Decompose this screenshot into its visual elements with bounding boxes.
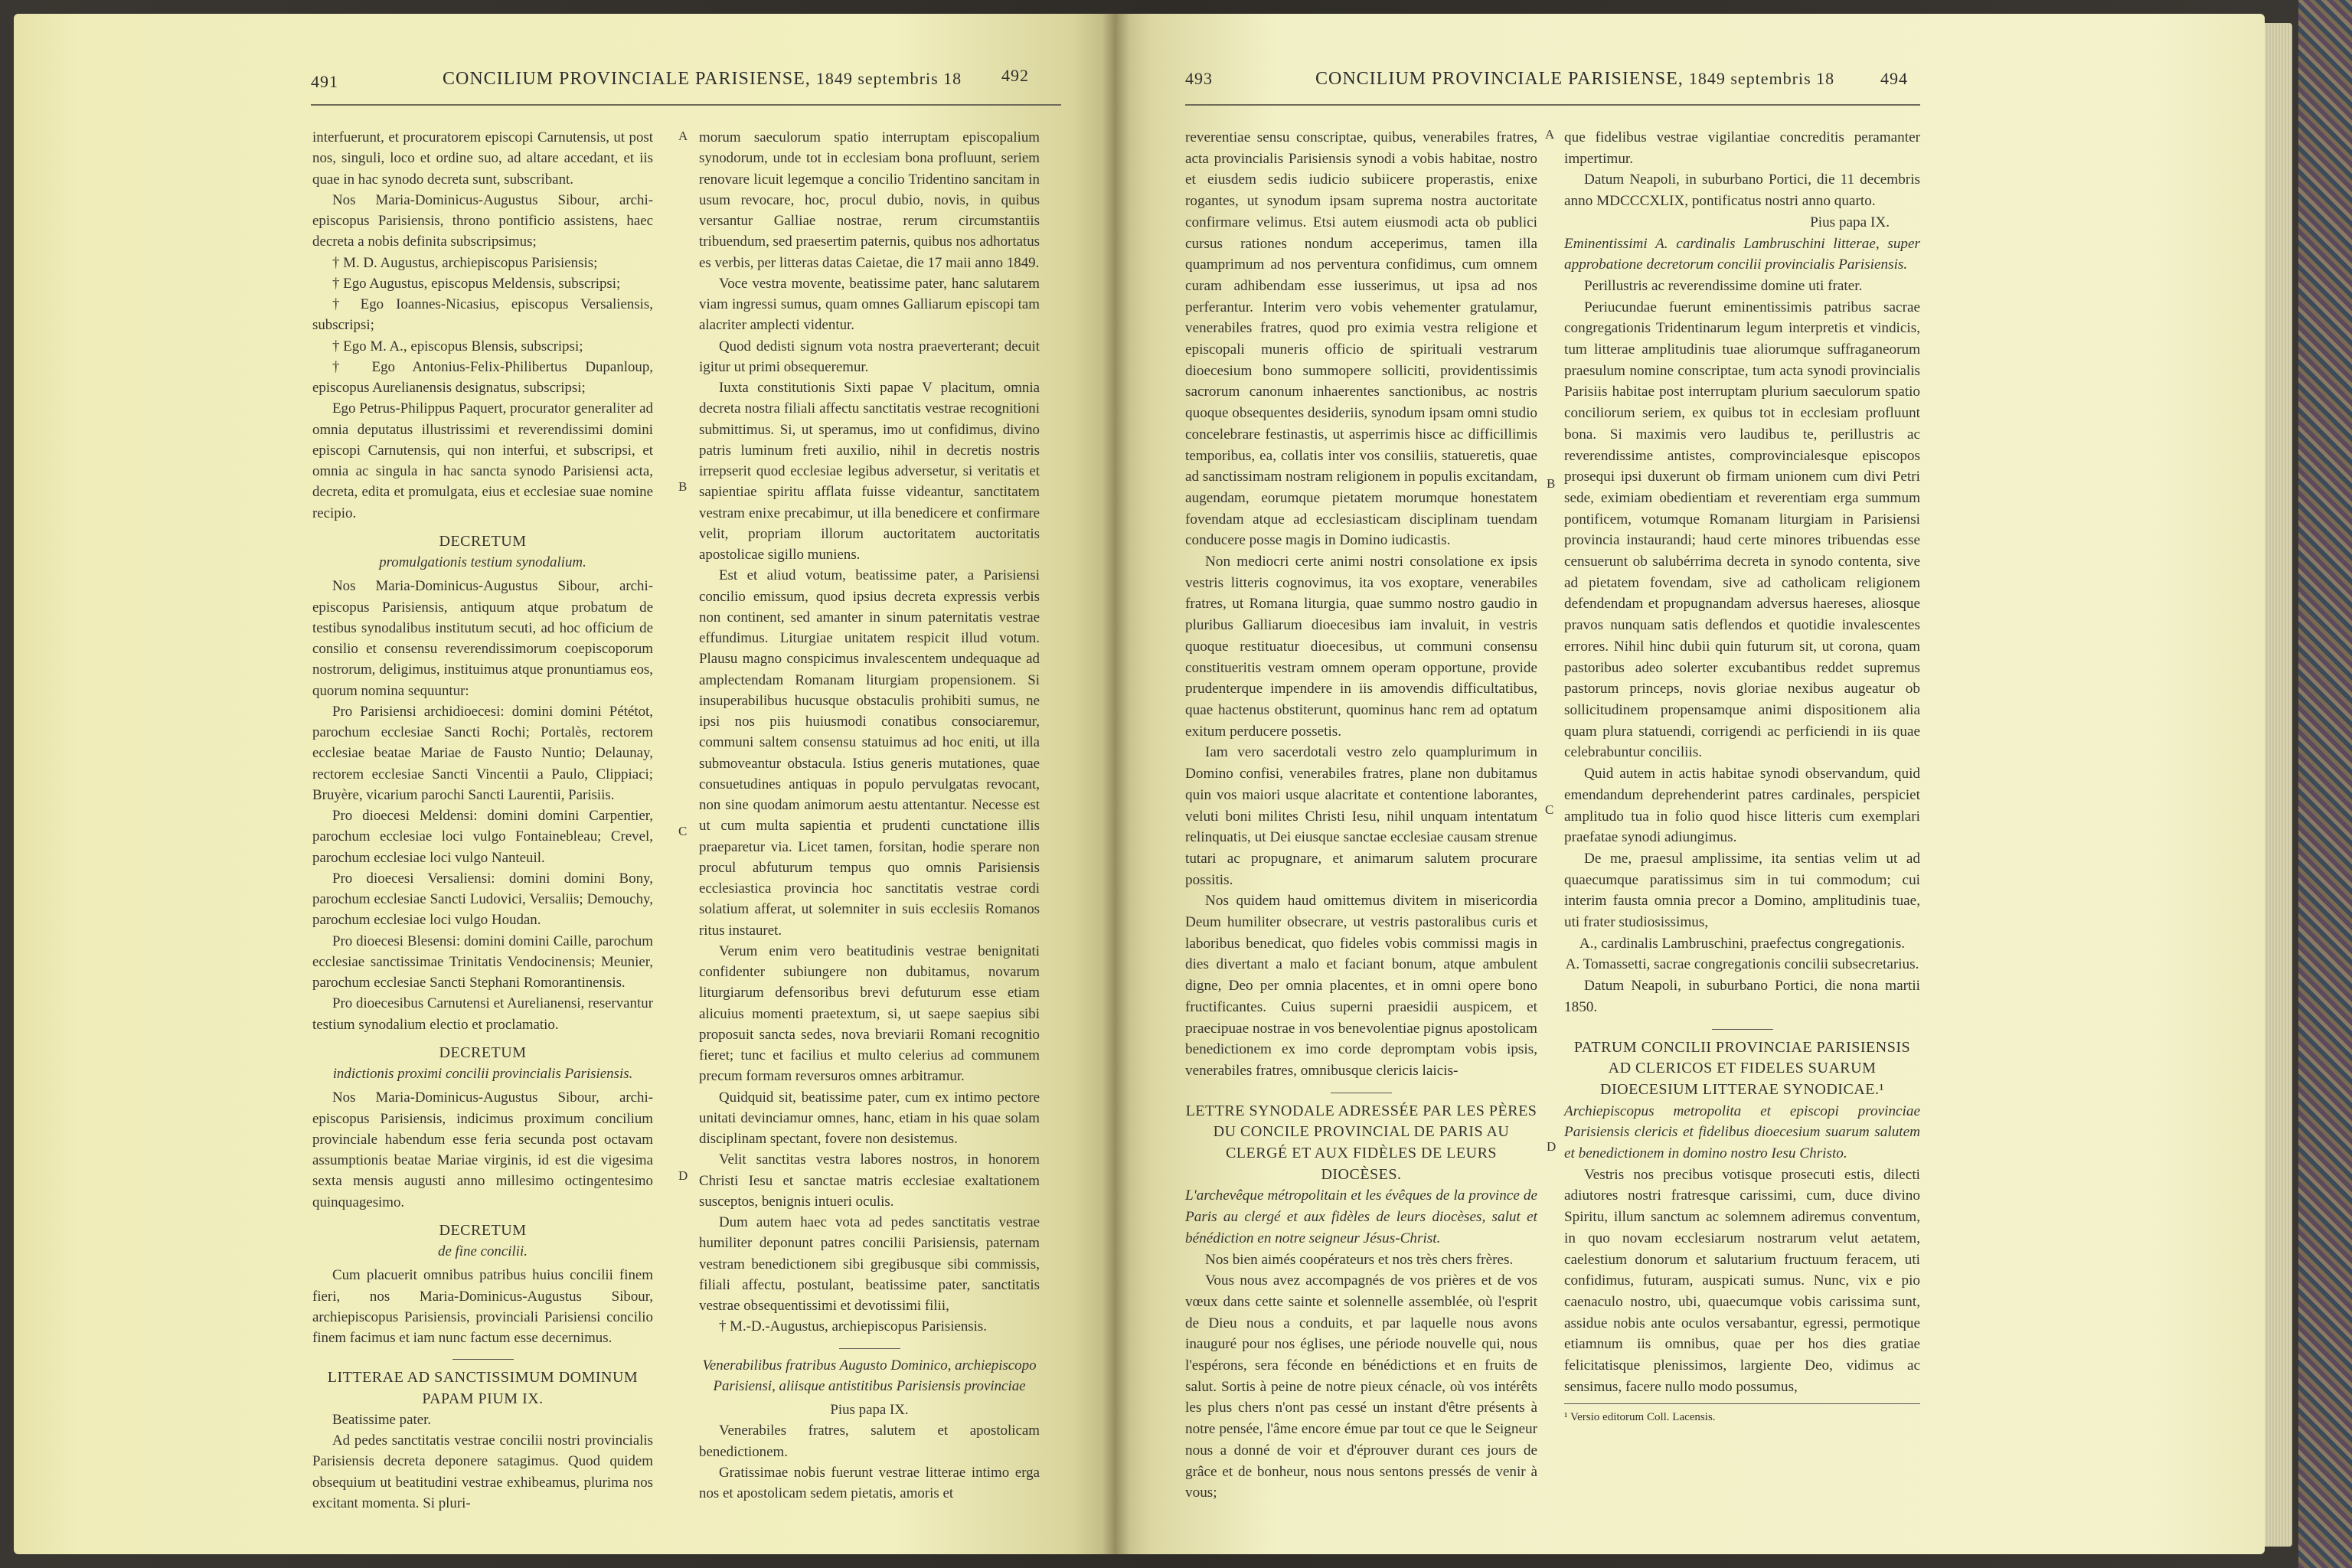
margin-mark-b: B: [1547, 476, 1556, 491]
paragraph: Quid autem in actis habitae synodi observandum, quid emendandum deprehenderint patres cardinales, perspiciet amplitudo tua in folio quod hisce litteris cum exemplari praefatae synodi adiungimus.: [1564, 766, 1920, 846]
margin-mark-d: D: [1547, 1139, 1557, 1154]
paragraph: Perillustris ac reverendissime domine uti frater.: [1584, 277, 1863, 294]
paragraph: Datum Neapoli, in suburbano Portici, die 11 decembris anno MDCCCXLIX, pontificatus nostri anno quarto.: [1564, 172, 1920, 210]
footnote: ¹ Versio editorum Coll. Lacensis.: [1564, 1403, 1920, 1429]
margin-mark-b: B: [678, 479, 688, 494]
left-column-1: [312, 127, 653, 1514]
signature: Pius papa IX.: [1810, 214, 1890, 230]
page-number-492: 492: [1001, 66, 1029, 85]
header-rule: [311, 104, 1061, 106]
right-column-2: [1564, 127, 1920, 1429]
paragraph: Cum placuerit omnibus patribus huius concilii finem fieri, nos Maria-Dominicus-Augustus Sibour, archiepiscopus Parisiensis, provinciali Parisiensi concilio finem facimus et iam nunc factum esse decernimus.: [312, 1267, 653, 1346]
page-edges: [2265, 23, 2292, 1547]
paragraph: Nos quidem haud omittemus divitem in misericordia Deum humiliter obsecrare, ut vestris pastoralibus curis et laboribus benedicat, quo fideles vobis commissi magis in dies divertant a malo et faciant bonum, atque ambulent digne, Deo per omnia placentes, et in omni opere bono fructificantes. Cuius superni praesidii auspicem, et praecipuae nostrae in vos benevolentiae pignus apostolicam benedictionem ex imo corde depromptam vobis ipsis, venerabiles fratres, omnibusque clericis laicis-: [1185, 893, 1537, 1079]
paragraph: Vous nous avez accompagnés de vos prières et de vos vœux dans cette sainte et solennelle assemblée, où l'esprit de Dieu nous a conduits, et par laquelle nous avons inauguré pour nos églises, une période nouvelle qui, nous l'espérons, sera féconde en bénédictions et en fruits de salut. Sortis à peine de notre pieux cénacle, où vos intérêts les plus chers n'ont pas cessé un instant d'être présents à notre pensée, l'âme encore émue par tout ce que le Seigneur nous a donné de voir et d'éprouver durant ces jours de grâce et de bonheur, nous nous sentons pressés de venir à vous;: [1185, 1272, 1537, 1501]
paragraph: Ego Petrus-Philippus Paquert, procurator generaliter ad omnia deputatus illustrissimi et reverendissimi domini episcopi Carnutensis, qui non interfui, et subscripsi, et omnia ac singula in hac sancta synodo Parisiensi acta, decreta, edita et promulgata, eius et ecclesiae suae nomine recipio.: [312, 400, 653, 521]
paragraph: † Ego Ioannes-Nicasius, episcopus Versaliensis, subscripsi;: [312, 296, 653, 334]
paragraph: Periucundae fuerunt eminentissimis patribus sacrae congregationis Tridentinarum legum interpretis et vindicis, tum litterae amplitudinis tuae aliorumque suffraganeorum praesulum nomine conscriptae, tum acta synodi provincialis Parisiis habitae post interruptam plurium saeculorum spatio conciliorum seriem, ex quibus tot in ecclesiam profluunt bona. Si maximis vero laudibus te, perillustris ac reverendissime antistes, comprovincialesque episcopos prosequi ipsi duxerunt ob firmam unionem cum divi Petri sede, eximiam obedientiam et reverentiam erga summum pontificem, votumque Romanam liturgiam in Parisiensi provincia instaurandi; haud certe minores tribuendas esse censuerunt ob salubérrima decreta in synodo contenta, sive ad pietatem fovendam, sive ad catholicam religionem defendendam et propugnandam adversus haereses, aliosque pravos nunquam satis deflendos et quotidie invalescentes errores. Nihil hinc dubii quin futurum sit, ut corona, quam pastoribus adeo solerter excubantibus reddet supremus pastorum princeps, novis gloriae nexibus augeatur ob sollicitudinem propensamque animi dispositionem alia quam plura statuendi, corrigendi ac perficiendi in iis quae celebrabuntur conciliis.: [1564, 299, 1920, 761]
margin-mark-c: C: [1545, 802, 1554, 817]
paragraph: Nos bien aimés coopérateurs et nos très chers frères.: [1205, 1251, 1514, 1268]
paragraph: † Ego M. A., episcopus Blensis, subscripsi;: [332, 338, 583, 354]
paragraph: Pro dioecesi Blesensi: domini domini Caille, parochum ecclesiae sanctissimae Trinitatis Vendocinensis; Meunier, parochum ecclesiae Sancti Stephani Romorantinensis.: [312, 933, 653, 991]
italic-address: L'archevêque métropolitain et les évêques de la province de Paris au clergé et aux fidèles de leurs diocèses, salut et bénédiction en notre seigneur Jésus-Christ.: [1185, 1187, 1537, 1246]
paragraph: † Ego Augustus, episcopus Meldensis, subscripsi;: [332, 275, 621, 292]
section-title: DECRETUM: [439, 1221, 527, 1239]
paragraph: Pro dioecesi Meldensi: domini domini Carpentier, parochum ecclesiae loci vulgo Fontainebleau; Crevel, parochum ecclesiae loci vulgo Nanteuil.: [312, 808, 653, 866]
paragraph: Non mediocri certe animi nostri consolatione ex ipsis vestris litteris cognovimus, ita vos exoptare, venerabiles fratres, ut Romana liturgia, quae summo nostro gaudio in pluribus Galliarum dioecesibus iam invaluit, in vestris quoque restituatur dioecesibus, ut communi consensu constitueritis vestram omnem operam opportune, provide prudenterque impendere in iis amovendis difficultatibus, quae hactenus obstiterunt, quominus hanc rem ad optatum exitum perducere possetis.: [1185, 554, 1537, 740]
paragraph: Est et aliud votum, beatissime pater, a Parisiensi concilio emissum, quod ipsius decreta expressis verbis non continent, sed amanter in sinum paternitatis vestrae effundimus. Liturgiae unitatem respicit illud votum. Plausu magno conspicimus invalescentem undequaque ad amplectendam Romanam liturgiam propensionem. Si insuperabilibus hucusque obstaculis prohibiti sumus, ne ipsi nos piis huiusmodi conatibus consociaremur, communi saltem consensu statuimus ad hoc eniti, ut illa submoveantur obstacula. Istius generis mutationes, quae consuetudines antiquas in populo pervulgatas revocant, non sine quodam animorum aestu attentantur. Necesse est ut cum multa sapientia et prudenti cunctatione illis praeparetur via. Licet tamen, forsitan, hodie sperare non procul abfuturum tempus quo omnis Parisiensis ecclesiastica provincia hoc sanctitatis vestrae cordi solatium afferat, ut solemniter in suis ecclesiis Romanos ritus instauret.: [699, 567, 1040, 939]
paragraph: Vestris nos precibus votisque prosecuti estis, dilecti adiutores nostri fratresque carissimi, cum, duce divino Spiritu, illum sanctum ac solemnem adiremus conventum, in quo novam ecclesiarum nostrarum velut aetatem, caelestium donorum et salutarium fructuum feracem, uti confidimus, futuram, auspicati sumus. Nunc, vix e pio caenaculo nostro, ubi, quaecumque vobis carissima sunt, assidue nobis ante oculos versabantur, egressi, permotique etiamnum iis omnibus, quae per hos dies gratiae felicitatisque plenissimos, largiente Deo, vidimus ac sensimus, facere nullo modo possumus,: [1564, 1166, 1920, 1395]
paragraph: Iuxta constitutionis Sixti papae V placitum, omnia decreta nostra filiali affectu sanctitatis vestrae recognitioni submittimus. Si, ut speramus, imo ut confidimus, divino patris luminum freti auxilio, nihil in decretis nostris irrepserit quod ecclesiae legibus adversetur, si veritatis et sapientiae spiritu afflata fuisse videantur, sanctitatem vestram enixe precabimur, ut illa benedicere et confirmare velit, propriam illorum auctoritatem auctoritatis apostolicae sigillo muniens.: [699, 380, 1040, 563]
margin-mark-d: D: [678, 1168, 688, 1183]
italic-address: Eminentissimi A. cardinalis Lambruschini litterae, super approbatione decretorum concilii provincialis Parisiensis.: [1564, 235, 1920, 273]
paragraph: Nos Maria-Dominicus-Augustus Sibour, archi-episcopus Parisiensis, antiquum atque probatum de testibus synodalibus institutum secuti, ad hoc officium de consilio et consensu reverendissimorum coepiscoporum nostrorum, deligimus, instituimus atque pronuntiamus eos, quorum nomina sequuntur:: [312, 578, 653, 699]
section-subtitle: Venerabilibus fratribus Augusto Dominico, archiepiscopo Parisiensi, aliisque antistitibus Parisiensis provinciae: [702, 1357, 1037, 1394]
paragraph: Velit sanctitas vestra labores nostros, in honorem Christi Iesu et sanctae matris ecclesiae exaltationem susceptos, benignis intueri oculis.: [699, 1152, 1040, 1210]
running-title: CONCILIUM PROVINCIALE PARISIENSE, 1849 septembris 18: [1315, 69, 1835, 89]
paragraph: Voce vestra movente, beatissime pater, hanc salutarem viam ingressi sumus, quam omnes Galliarum episcopi tam alacriter amplecti videntur.: [699, 275, 1040, 334]
paragraph: Nos Maria-Dominicus-Augustus Sibour, archi-episcopus Parisiensis, indicimus proximum concilium provinciale habendum esse feria secunda post octavam assumptionis beatae Mariae virginis, id est die vigesima sexta mensis augusti anno millesimo octingentesimo quinquagesimo.: [312, 1089, 653, 1210]
paragraph: † M.-D.-Augustus, archiepiscopus Parisiensis.: [719, 1318, 987, 1335]
section-subtitle: de fine concilii.: [438, 1243, 528, 1259]
section-separator: [1712, 1029, 1773, 1030]
paragraph: reverentiae sensu conscriptae, quibus, venerabiles fratres, acta provincialis Parisiensis synodi a vobis habitae, nostro et eiusdem sedis iudicio subiicere properastis, enixe rogantes, ut synodum ipsam suprema nostra auctoritate confirmare velimus. Etsi autem eiusmodi acta ob publici cursus rationes nondum acceperimus, tamen illa quamprimum ad nos perventura confidimus, cum omnem curam adhibendam esse iusserimus, ut ipsa ad nos perferantur. Interim vero vobis vehementer gratulamur, venerabiles fratres, quod pro eximia vestra religione et episcopali muneris officio de spirituali vestrarum dioecesium bono summopere solliciti, providentissimis sacrorum canonum inhaerentes sanctionibus, ac nostris quoque obsequentes desideriis, synodum ipsam omni studio concelebrare festinastis, ut asperrimis hisce ac difficillimis temporibus, ea, collatis inter vos consiliis, statueretis, quae ad sanctissimam nostram religionem in populis excitandam, augendam, eorumque pietatem morumque honestatem fovendam atque ad ecclesiasticam disciplinam tuendam conducere posse magis in Domino iudicastis.: [1185, 129, 1537, 549]
section-title: PATRUM CONCILII PROVINCIAE PARISIENSIS AD CLERICOS ET FIDELES SUARUM DIOECESIUM LITTERAE SYNODICAE.¹: [1573, 1038, 1911, 1098]
paragraph: Quidquid sit, beatissime pater, cum ex intimo pectore unitati devinciamur omnes, hanc, etiam in his quae solam disciplinam spectant, fovere non desistemus.: [699, 1089, 1040, 1147]
paragraph: Beatissime pater.: [332, 1411, 432, 1428]
italic-address: Archiepiscopus metropolita et episcopi provinciae Parisiensis clericis et fidelibus dioecesium suarum salutem et benedictionem in domino nostro Iesu Christo.: [1564, 1102, 1920, 1162]
page-number-493: 493: [1185, 69, 1213, 88]
paragraph: que fidelibus vestrae vigilantiae concreditis peramanter impertimur.: [1564, 129, 1920, 167]
section-title: LITTERAE AD SANCTISSIMUM DOMINUM PAPAM PIUM IX.: [327, 1369, 639, 1407]
section-title: DECRETUM: [439, 532, 527, 550]
section-subtitle: promulgationis testium synodalium.: [379, 554, 586, 570]
paragraph: morum saeculorum spatio interruptam episcopalium synodorum, unde tot in ecclesiam bona profluunt, seriem renovare licuit legemque a concilio Tridentino sancitam in usum revocare, hoc, procul dubio, novis, in quibus versantur Galliae nostrae, rerum circumstantiis tribuendum, sed praesertim paternis, quibus nos adhortatus es verbis, per litteras datas Caietae, die 17 maii anno 1849.: [699, 129, 1040, 271]
section-title: LETTRE SYNODALE ADRESSÉE PAR LES PÈRES DU CONCILE PROVINCIAL DE PARIS AU CLERGÉ ET AUX FIDÈLES DE LEURS DIOCÈSES.: [1185, 1102, 1537, 1183]
paragraph: Verum enim vero beatitudinis vestrae benignitati confidenter subiungere non dubitamus, novarum liturgiarum defensoribus brevi defuturum esse etiam alicuius momenti praetextum, si, ut saepe saepius sibi proposuit sancta sedes, nova breviarii Romani recognitio fieret; tunc et facilius et multo celerius ad communem precum formam reversuros omnes arbitramur.: [699, 942, 1040, 1085]
page-number-491: 491: [311, 72, 338, 91]
left-column-2: [699, 127, 1040, 1504]
paragraph: Pro dioecesibus Carnutensi et Aurelianensi, reservantur testium synodalium electio et proclamatio.: [312, 995, 653, 1033]
paragraph: Pro Parisiensi archidioecesi: domini domini Pététot, parochum ecclesiae Sancti Rochi; Portalès, rectorem ecclesiae beatae Mariae de Fausto Nuntio; Delaunay, rectorem ecclesiae Sancti Vincentii a Paulo, Clippiaci; Bruyère, vicarium parochi Sancti Laurentii, Parisiis.: [312, 703, 653, 803]
header-rule: [1185, 104, 1920, 106]
left-page-header: [14, 66, 1116, 104]
paragraph: Iam vero sacerdotali vestro zelo quamplurimum in Domino confisi, venerabiles fratres, plane non dubitamus quin vos maiori usque alacritate et contentione laborantes, veluti boni milites Christi Iesu, nihil unquam intentatum relinquatis, ut Dei eiusque sanctae ecclesiae causam strenue tutari ac propugnare, et animarum salutem procurare possitis.: [1185, 744, 1537, 888]
rug-edge: [2298, 0, 2352, 1568]
right-column-1: [1185, 127, 1537, 1504]
section-title: DECRETUM: [439, 1044, 527, 1061]
section-subtitle: indictionis proximi concilii provincialis Parisiensis.: [332, 1066, 633, 1082]
margin-mark-a: A: [678, 129, 688, 143]
centered-line: A., cardinalis Lambruschini, praefectus congregationis.: [1579, 935, 1906, 952]
section-separator: [452, 1359, 514, 1360]
paragraph: Gratissimae nobis fuerunt vestrae litterae intimo erga nos et apostolicam sedem pietatis, amoris et: [699, 1464, 1040, 1501]
paragraph: Pro dioecesi Versaliensi: domini domini Bony, parochum ecclesiae Sancti Ludovici, Versaliis; Demouchy, parochum ecclesiae loci vulgo Houdan.: [312, 870, 653, 929]
page-number-494: 494: [1880, 69, 1908, 88]
right-page-header: [1116, 69, 2265, 104]
centered-line: Pius papa IX.: [830, 1402, 909, 1418]
paragraph: † Ego Antonius-Felix-Philibertus Dupanloup, episcopus Aurelianensis designatus, subscripsi;: [312, 358, 653, 396]
margin-mark-a: A: [1545, 127, 1555, 142]
centered-line: A. Tomassetti, sacrae congregationis concilii subsecretarius.: [1565, 956, 1919, 973]
margin-mark-c: C: [678, 824, 688, 838]
running-title: CONCILIUM PROVINCIALE PARISIENSE, 1849 septembris 18: [443, 69, 962, 89]
paragraph: Ad pedes sanctitatis vestrae concilii nostri provincialis Parisiensis decreta deponere satagimus. Quod quidem obsequium ut beatitudini vestrae exhibeamus, plurima nos excitant momenta. Si pluri-: [312, 1432, 653, 1511]
right-page: [1116, 14, 2265, 1554]
paragraph: Dum autem haec vota ad pedes sanctitatis vestrae humiliter deponunt patres concilii Parisiensis, paternam vestram benedictionem sibi gregibusque sibi commissis, filiali affectu, postulant, beatissime pater, sanctitatis vestrae obsequentissimi et devotissimi filii,: [699, 1214, 1040, 1314]
book-gutter: [1102, 14, 1130, 1554]
paragraph: † M. D. Augustus, archiepiscopus Parisiensis;: [332, 254, 598, 271]
paragraph: Venerabiles fratres, salutem et apostolicam benedictionem.: [699, 1423, 1040, 1460]
left-page: [14, 14, 1116, 1554]
paragraph: De me, praesul amplissime, ita sentias velim ut ad quaecumque paratissimus sim in tui commodum; cui interim fausta omnia precor a Domino, amplitudinis tuae, uti frater studiosissimus,: [1564, 850, 1920, 931]
paragraph: Quod dedisti signum vota nostra praeverterant; decuit igitur ut primi obsequeremur.: [699, 338, 1040, 375]
paragraph: Datum Neapoli, in suburbano Portici, die nona martii 1850.: [1564, 978, 1920, 1015]
paragraph: Nos Maria-Dominicus-Augustus Sibour, archi-episcopus Parisiensis, throno pontificio assistens, haec decreta a nobis definita subscripsimus;: [312, 191, 653, 250]
section-separator: [839, 1348, 900, 1349]
paragraph: interfuerunt, et procuratorem episcopi Carnutensis, ut post nos, singuli, loco et ordine suo, ad altare accedant, et iis quae in hac synodo decreta sunt, subscribant.: [312, 129, 653, 188]
